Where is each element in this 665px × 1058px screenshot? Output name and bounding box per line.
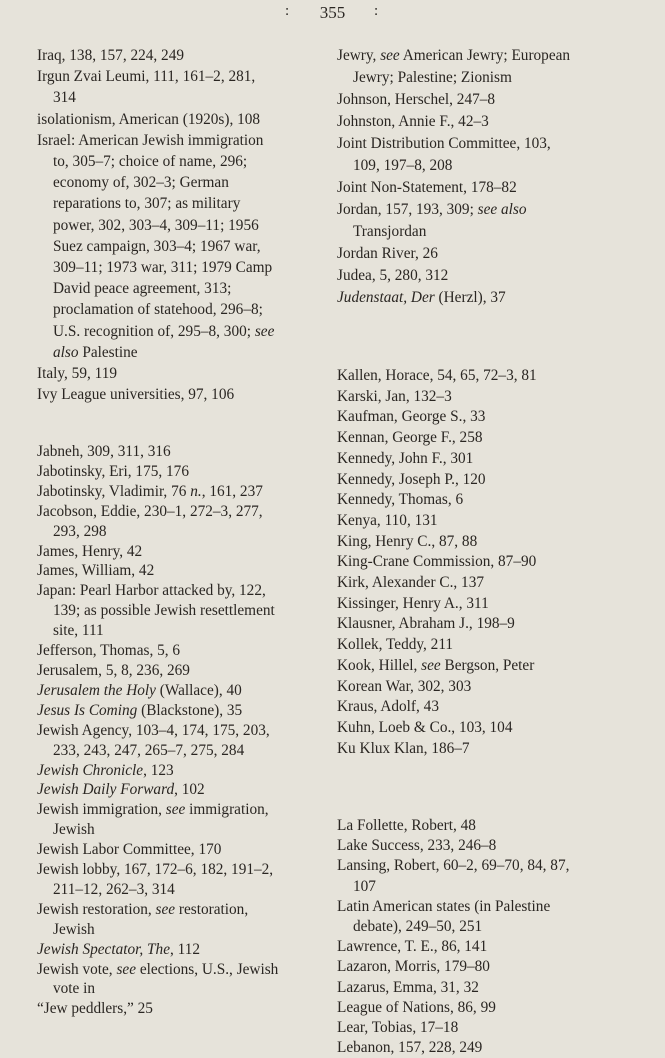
index-entry-line (37, 681, 337, 701)
entry-text: Lansing, Robert, 60–2, 69–70, 84, 87, (337, 857, 570, 875)
index-entry (337, 718, 637, 739)
index-entry (337, 677, 637, 698)
entry-text: site, 111 (53, 622, 104, 640)
index-entry (337, 89, 637, 111)
index-entry-line (37, 800, 337, 820)
entry-text: Kennan, George F., 258 (337, 429, 483, 447)
index-entry (337, 407, 637, 428)
italic-text: see (116, 960, 136, 978)
entry-text: Kook, Hillel, (337, 656, 422, 674)
index-entry-line (37, 780, 337, 800)
entry-text: , 123 (143, 761, 174, 779)
index-entry (337, 428, 637, 449)
index-entry (37, 542, 337, 562)
italic-text: see (380, 47, 400, 64)
index-entry-line (337, 957, 637, 977)
entry-text: immigration, (185, 801, 269, 819)
entry-text: (Wallace), 40 (155, 681, 242, 699)
index-section-j-right (337, 45, 637, 309)
index-entry (337, 287, 637, 309)
index-entry-line (337, 552, 637, 573)
index-entry (37, 363, 337, 384)
index-entry-line (37, 561, 337, 581)
entry-text: Jewish lobby, 167, 172–6, 182, 191–2, (37, 861, 274, 879)
page-mark-left: : (285, 3, 290, 19)
entry-text: Johnson, Herschel, 247–8 (337, 91, 496, 108)
entry-text: 314 (53, 89, 76, 107)
index-section-i (37, 45, 337, 405)
index-entry (37, 840, 337, 860)
index-entry (337, 387, 637, 408)
index-entry-line (37, 721, 337, 741)
entry-text: Kennedy, John F., 301 (337, 449, 474, 467)
index-entry-line (37, 193, 337, 214)
index-entry-line (337, 89, 637, 111)
index-entry-line (337, 287, 637, 309)
index-entry-line (37, 960, 337, 980)
entry-text: , 161, 237 (201, 482, 263, 500)
entry-text: , 112 (169, 940, 201, 958)
entry-text: Judea, 5, 280, 312 (337, 267, 449, 284)
index-entry (337, 978, 637, 998)
entry-text: U.S. recognition of, 295–8, 300; (53, 322, 255, 340)
entry-text: Israel: American Jewish immigration (37, 131, 264, 149)
index-entry (337, 449, 637, 470)
index-entry (337, 614, 637, 635)
entry-text: Transjordan (353, 223, 427, 240)
index-entry (337, 133, 637, 177)
index-entry-line (337, 449, 637, 470)
entry-text: David peace agreement, 313; (53, 280, 232, 298)
index-entry-line (337, 511, 637, 532)
index-entry (337, 199, 637, 243)
index-entry-line (37, 130, 337, 151)
entry-text: economy of, 302–3; German (53, 174, 229, 192)
entry-text: Lebanon, 157, 228, 249 (337, 1039, 483, 1057)
index-entry-line (37, 661, 337, 681)
entry-text: to, 305–7; choice of name, 296; (53, 153, 248, 171)
entry-text: Jacobson, Eddie, 230–1, 272–3, 277, (37, 502, 263, 520)
index-entry (337, 177, 637, 199)
index-entry (337, 594, 637, 615)
index-entry-line (37, 641, 337, 661)
index-entry (337, 511, 637, 532)
entry-text: Suez campaign, 303–4; 1967 war, (53, 237, 261, 255)
index-entry (37, 130, 337, 363)
entry-text: Jefferson, Thomas, 5, 6 (37, 642, 181, 660)
entry-text: 233, 243, 247, 265–7, 275, 284 (53, 741, 245, 759)
index-entry (337, 856, 637, 896)
entry-text: Kallen, Horace, 54, 65, 72–3, 81 (337, 367, 537, 384)
index-entry-line (37, 979, 337, 999)
entry-text: Jordan River, 26 (337, 245, 438, 262)
index-entry-line (37, 502, 337, 522)
index-entry-line (337, 177, 637, 199)
index-entry-line (37, 741, 337, 761)
index-entry-line (337, 199, 637, 221)
index-entry-line (37, 151, 337, 172)
index-entry-line (337, 677, 637, 698)
entry-text: Kennedy, Joseph P., 120 (337, 470, 486, 488)
index-entry (37, 45, 337, 66)
entry-text: Joint Non-Statement, 178–82 (337, 179, 517, 196)
entry-text: Jerusalem, 5, 8, 236, 269 (37, 661, 190, 679)
index-entry (37, 561, 337, 581)
entry-text: Johnston, Annie F., 42–3 (337, 113, 489, 130)
italic-text: Jewish Daily Forward (37, 781, 175, 799)
entry-text: proclamation of statehood, 296–8; (53, 301, 263, 319)
entry-text: Lear, Tobias, 17–18 (337, 1019, 459, 1037)
index-entry-line (37, 581, 337, 601)
index-entry-line (337, 366, 637, 387)
entry-text: Kraus, Adolf, 43 (337, 698, 439, 716)
index-entry-line (337, 836, 637, 856)
entry-text: Jewish Agency, 103–4, 174, 175, 203, (37, 721, 270, 739)
index-entry-line (337, 877, 637, 897)
index-entry (37, 384, 337, 405)
entry-text: 293, 298 (53, 522, 107, 540)
entry-text: Palestine (78, 343, 138, 361)
index-entry (37, 701, 337, 721)
index-entry (337, 816, 637, 836)
entry-text: Kuhn, Loeb & Co., 103, 104 (337, 718, 513, 736)
index-entry (337, 573, 637, 594)
index-entry (37, 721, 337, 761)
index-entry (37, 482, 337, 502)
entry-text: isolationism, American (1920s), 108 (37, 110, 261, 128)
index-entry (37, 900, 337, 940)
page-number: 355 (319, 3, 346, 22)
entry-text: James, William, 42 (37, 562, 155, 580)
index-entry-line (37, 462, 337, 482)
entry-text: Jewish restoration, (37, 900, 156, 918)
index-entry-line (337, 635, 637, 656)
entry-text: Jewish immigration, (37, 801, 166, 819)
index-entry-line (337, 265, 637, 287)
entry-text: Kennedy, Thomas, 6 (337, 491, 464, 509)
index-entry-line (337, 470, 637, 491)
index-entry-line (337, 111, 637, 133)
entry-text: Jabneh, 309, 311, 316 (37, 443, 171, 460)
index-entry-line (37, 363, 337, 384)
entry-text: La Follette, Robert, 48 (337, 817, 476, 834)
index-entry (37, 999, 337, 1019)
italic-text: also (53, 343, 79, 361)
index-entry (37, 641, 337, 661)
index-entry-line (37, 860, 337, 880)
index-entry-line (337, 155, 637, 177)
entry-text: Jewish (53, 920, 95, 938)
index-entry-line (37, 321, 337, 342)
index-entry-line (337, 490, 637, 511)
entry-text: 139; as possible Jewish resettlement (53, 602, 275, 620)
index-entry (37, 502, 337, 542)
index-entry-line (337, 614, 637, 635)
entry-text: Jewish vote, (37, 960, 117, 978)
entry-text: Latin American states (in Palestine (337, 897, 551, 915)
index-entry-line (337, 998, 637, 1018)
index-entry (37, 800, 337, 840)
index-entry (37, 860, 337, 900)
index-entry (37, 780, 337, 800)
index-entry-line (37, 482, 337, 502)
index-entry-line (37, 621, 337, 641)
index-entry-line (337, 1018, 637, 1038)
index-section-j-left (37, 442, 337, 1019)
index-entry-line (37, 542, 337, 562)
index-entry-line (337, 1038, 637, 1058)
index-entry (337, 111, 637, 133)
index-entry-line (337, 45, 637, 67)
index-entry-line (37, 880, 337, 900)
index-entry (37, 581, 337, 641)
index-entry (337, 532, 637, 553)
italic-text: Jewish Spectator, The (37, 940, 170, 958)
index-entry (337, 552, 637, 573)
italic-text: see (155, 900, 176, 918)
entry-text: Kaufman, George S., 33 (337, 408, 486, 426)
index-entry-line (337, 656, 637, 677)
index-entry (337, 957, 637, 977)
entry-text: power, 302, 303–4, 309–11; 1956 (53, 216, 259, 234)
entry-text: Joint Distribution Committee, 103, (337, 135, 551, 152)
index-entry-line (37, 601, 337, 621)
index-entry-line (37, 384, 337, 405)
index-entry (337, 1038, 637, 1058)
index-entry (337, 836, 637, 856)
index-entry (337, 243, 637, 265)
italic-text: Jesus Is Coming (37, 701, 138, 719)
index-entry-line (37, 820, 337, 840)
entry-text: King, Henry C., 87, 88 (337, 532, 478, 550)
entry-text: Jabotinsky, Vladimir, 76 (37, 482, 191, 500)
entry-text: vote in (53, 980, 96, 998)
entry-text: , 102 (174, 781, 205, 799)
entry-text: Lazaron, Morris, 179–80 (337, 958, 490, 976)
index-entry-line (37, 999, 337, 1019)
index-entry (37, 960, 337, 1000)
index-section-l (337, 816, 637, 1058)
italic-text: see also (477, 201, 527, 218)
page-mark-right: : (374, 3, 379, 19)
index-entry (337, 45, 637, 89)
index-entry (37, 661, 337, 681)
index-entry-line (337, 67, 637, 89)
entry-text: Japan: Pearl Harbor attacked by, 122, (37, 582, 266, 600)
index-entry-line (337, 897, 637, 917)
index-entry (337, 470, 637, 491)
entry-text: Kenya, 110, 131 (337, 511, 438, 529)
entry-text: Ku Klux Klan, 186–7 (337, 739, 470, 757)
italic-text: Judenstaat, Der (337, 289, 435, 306)
entry-text: Jabotinsky, Eri, 175, 176 (37, 462, 189, 480)
entry-text: 107 (353, 877, 376, 895)
index-entry (337, 265, 637, 287)
index-entry-line (37, 701, 337, 721)
italic-text: see (421, 656, 441, 674)
index-entry (337, 635, 637, 656)
index-entry-line (37, 761, 337, 781)
italic-text: Jerusalem the Holy (37, 681, 156, 699)
entry-text: Korean War, 302, 303 (337, 677, 472, 695)
index-entry-line (337, 532, 637, 553)
index-entry-line (37, 299, 337, 320)
italic-text: n. (190, 482, 202, 500)
index-entry-line (37, 840, 337, 860)
entry-text: Lazarus, Emma, 31, 32 (337, 978, 479, 996)
entry-text: Kissinger, Henry A., 311 (337, 594, 489, 612)
entry-text: Kirk, Alexander C., 137 (337, 574, 484, 592)
entry-text: Jewish (53, 821, 95, 839)
entry-text: Lake Success, 233, 246–8 (337, 837, 497, 855)
entry-text: League of Nations, 86, 99 (337, 998, 496, 1016)
index-entry-line (337, 816, 637, 836)
entry-text: (Blackstone), 35 (137, 701, 243, 719)
index-entry-line (337, 407, 637, 428)
index-entry-line (37, 940, 337, 960)
index-entry-line (337, 937, 637, 957)
index-entry-line (337, 243, 637, 265)
entry-text: elections, U.S., Jewish (136, 960, 279, 978)
italic-text: see (165, 801, 186, 819)
entry-text: “Jew peddlers,” 25 (37, 1000, 153, 1018)
index-entry (337, 897, 637, 937)
index-entry (337, 656, 637, 677)
index-entry-line (337, 573, 637, 594)
index-entry-line (37, 278, 337, 299)
index-entry-line (337, 428, 637, 449)
index-entry-line (37, 66, 337, 87)
entry-text: Irgun Zvai Leumi, 111, 161–2, 281, (37, 68, 256, 86)
index-entry-line (337, 978, 637, 998)
index-entry-line (37, 342, 337, 363)
index-entry-line (337, 718, 637, 739)
page-header (0, 3, 665, 23)
entry-text: Bergson, Peter (440, 656, 535, 674)
index-entry-line (37, 920, 337, 940)
index-entry-line (37, 109, 337, 130)
index-entry (337, 697, 637, 718)
index-entry-line (337, 917, 637, 937)
index-entry (37, 761, 337, 781)
index-entry-line (337, 856, 637, 876)
index-entry (337, 490, 637, 511)
index-entry (337, 937, 637, 957)
index-entry-line (37, 257, 337, 278)
index-entry (337, 739, 637, 760)
italic-text: see (254, 322, 275, 340)
index-entry-line (337, 387, 637, 408)
entry-text: Kollek, Teddy, 211 (337, 636, 454, 654)
index-entry (37, 66, 337, 108)
index-entry-line (37, 442, 337, 462)
entry-text: 211–12, 262–3, 314 (53, 880, 175, 898)
index-entry (37, 442, 337, 462)
index-entry (337, 998, 637, 1018)
entry-text: Jewish Labor Committee, 170 (37, 841, 222, 859)
index-entry-line (337, 594, 637, 615)
index-entry-line (37, 215, 337, 236)
index-entry-line (37, 900, 337, 920)
entry-text: Klausner, Abraham J., 198–9 (337, 615, 515, 633)
index-entry-line (337, 133, 637, 155)
index-entry-line (337, 697, 637, 718)
entry-text: Karski, Jan, 132–3 (337, 387, 452, 405)
index-entry (337, 1018, 637, 1038)
entry-text: Jordan, 157, 193, 309; (337, 201, 478, 218)
index-entry-line (337, 739, 637, 760)
entry-text: Iraq, 138, 157, 224, 249 (37, 47, 185, 64)
index-entry-line (37, 172, 337, 193)
entry-text: (Herzl), 37 (434, 289, 506, 306)
index-entry-line (37, 236, 337, 257)
entry-text: American Jewry; European (399, 47, 571, 64)
index-entry (37, 681, 337, 701)
entry-text: Italy, 59, 119 (37, 365, 118, 383)
entry-text: reparations to, 307; as military (53, 195, 241, 213)
entry-text: Lawrence, T. E., 86, 141 (337, 938, 488, 956)
index-entry (37, 940, 337, 960)
entry-text: Jewry; Palestine; Zionism (353, 69, 512, 86)
entry-text: King-Crane Commission, 87–90 (337, 553, 537, 571)
index-entry (37, 462, 337, 482)
index-entry (37, 109, 337, 130)
entry-text: Ivy League universities, 97, 106 (37, 386, 235, 404)
index-entry-line (37, 87, 337, 108)
entry-text: Jewry, (337, 47, 381, 64)
italic-text: Jewish Chronicle (37, 761, 144, 779)
entry-text: debate), 249–50, 251 (353, 918, 483, 936)
index-entry-line (337, 221, 637, 243)
index-entry-line (37, 45, 337, 66)
index-section-k (337, 366, 637, 759)
entry-text: restoration, (175, 900, 249, 918)
entry-text: 309–11; 1973 war, 311; 1979 Camp (53, 259, 273, 277)
entry-text: James, Henry, 42 (37, 542, 143, 560)
index-entry-line (37, 522, 337, 542)
index-entry (337, 366, 637, 387)
entry-text: 109, 197–8, 208 (353, 157, 453, 174)
